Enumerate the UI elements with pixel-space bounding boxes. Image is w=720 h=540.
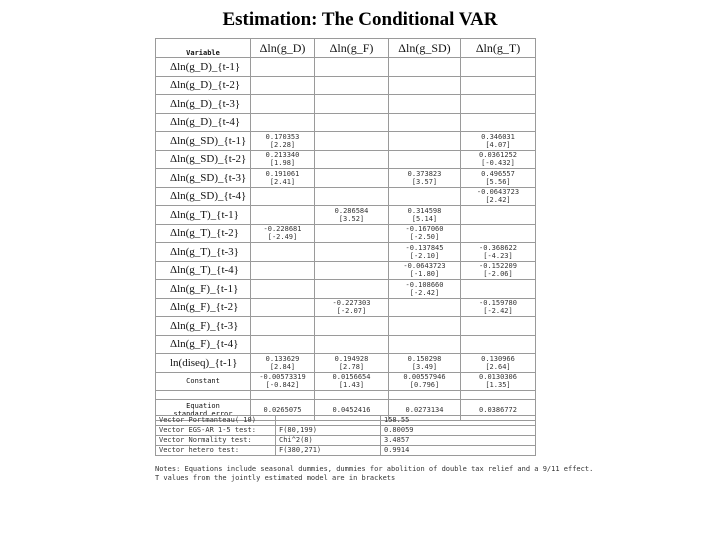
coef-cell: -0.368622 [-4.23] [461, 243, 536, 262]
table-row [156, 391, 536, 400]
coef-cell [315, 76, 389, 95]
coef-cell [315, 132, 389, 151]
row-label: Δln(g_SD)_{t-3} [156, 169, 251, 188]
diagnostics-table [155, 415, 536, 456]
diagnostic-value: 0.80059 [381, 426, 536, 436]
coef-cell [389, 76, 461, 95]
diagnostic-stat: F(380,271) [276, 446, 381, 456]
diagnostic-row [156, 436, 536, 446]
coef-cell [251, 113, 315, 132]
diagnostic-stat [276, 416, 381, 426]
col-header-gf: Δln(g_F) [315, 39, 389, 58]
row-label: Δln(g_T)_{t-2} [156, 224, 251, 243]
coef-cell: -0.228681 [-2.49] [251, 224, 315, 243]
coef-cell [461, 280, 536, 299]
coef-cell [461, 113, 536, 132]
coef-cell [251, 391, 315, 400]
coef-cell [461, 335, 536, 354]
coef-cell [315, 187, 389, 206]
row-label: Δln(g_F)_{t-3} [156, 317, 251, 336]
coef-cell: 0.373823 [3.57] [389, 169, 461, 188]
estimation-table [155, 38, 536, 421]
coef-cell [315, 113, 389, 132]
coef-cell [461, 76, 536, 95]
coef-cell: 0.133629 [2.84] [251, 354, 315, 373]
table-row [156, 280, 536, 299]
diagnostic-row [156, 446, 536, 456]
coef-cell: -0.227303 [-2.07] [315, 298, 389, 317]
coef-cell: -0.167060 [-2.50] [389, 224, 461, 243]
coef-cell: 0.0273134 [389, 400, 461, 421]
coef-cell: 0.0386772 [461, 400, 536, 421]
coef-cell [315, 391, 389, 400]
row-label: Δln(g_T)_{t-1} [156, 206, 251, 225]
coef-cell [315, 243, 389, 262]
coef-cell [389, 150, 461, 169]
header-row [156, 39, 536, 58]
row-label: Δln(g_D)_{t-2} [156, 76, 251, 95]
row-label: Δln(g_F)_{t-4} [156, 335, 251, 354]
coef-cell [389, 335, 461, 354]
coef-cell: 0.00557946 [0.796] [389, 372, 461, 391]
coef-cell: 0.130966 [2.64] [461, 354, 536, 373]
coef-cell [251, 317, 315, 336]
col-header-gt: Δln(g_T) [461, 39, 536, 58]
coef-cell [389, 298, 461, 317]
coef-cell [315, 224, 389, 243]
table-row [156, 58, 536, 77]
coef-cell [251, 261, 315, 280]
coef-cell [389, 187, 461, 206]
diagnostic-test: Vector Portmanteau( 10) [156, 416, 276, 426]
row-label: ln(diseq)_{t-1} [156, 354, 251, 373]
coef-cell [389, 95, 461, 114]
table-row [156, 150, 536, 169]
coef-cell: 0.170353 [2.28] [251, 132, 315, 151]
coef-cell: 0.0265075 [251, 400, 315, 421]
diagnostic-value: 3.4857 [381, 436, 536, 446]
coef-cell [251, 298, 315, 317]
coef-cell [461, 95, 536, 114]
coef-cell [461, 58, 536, 77]
diagnostic-test: Vector Normality test: [156, 436, 276, 446]
coef-cell [461, 224, 536, 243]
diagnostic-stat: F(80,199) [276, 426, 381, 436]
coef-cell [389, 58, 461, 77]
coef-cell: 0.0156654 [1.43] [315, 372, 389, 391]
coef-cell [461, 317, 536, 336]
table-row [156, 76, 536, 95]
coef-cell: 0.213340 [1.98] [251, 150, 315, 169]
coef-cell [315, 280, 389, 299]
row-label: Constant [156, 372, 251, 391]
coef-cell: 0.191061 [2.41] [251, 169, 315, 188]
diagnostic-value: 158.55 [381, 416, 536, 426]
estimation-body [156, 58, 536, 421]
coef-cell [315, 58, 389, 77]
coef-cell: 0.0130306 [1.35] [461, 372, 536, 391]
coef-cell [251, 187, 315, 206]
coef-cell [389, 317, 461, 336]
row-label: Equation standard error [156, 400, 251, 421]
coef-cell [315, 317, 389, 336]
slide-title: Estimation: The Conditional VAR [222, 9, 498, 30]
coef-cell: -0.0643723 [2.42] [461, 187, 536, 206]
coef-cell [315, 335, 389, 354]
coef-cell: -0.159780 [-2.42] [461, 298, 536, 317]
coef-cell: 0.314598 [5.14] [389, 206, 461, 225]
coef-cell: 0.346031 [4.07] [461, 132, 536, 151]
table-row [156, 261, 536, 280]
coef-cell [389, 132, 461, 151]
coef-cell [461, 391, 536, 400]
coef-cell: 0.0452416 [315, 400, 389, 421]
coef-cell: 0.286584 [3.52] [315, 206, 389, 225]
table-row [156, 132, 536, 151]
coef-cell: -0.00573319 [-0.842] [251, 372, 315, 391]
coef-cell [389, 113, 461, 132]
coef-cell [315, 261, 389, 280]
diagnostic-stat: Chi^2(8) [276, 436, 381, 446]
coef-cell: -0.137845 [-2.10] [389, 243, 461, 262]
table-row [156, 224, 536, 243]
table-row [156, 187, 536, 206]
col-header-gsd: Δln(g_SD) [389, 39, 461, 58]
row-label: Δln(g_F)_{t-2} [156, 298, 251, 317]
row-label: Δln(g_D)_{t-1} [156, 58, 251, 77]
table-notes: Notes: Equations include seasonal dummies, dummies for abolition of double tax relief and a 9/11 effect. T values from the jointly estimated model are in brackets [155, 465, 594, 482]
row-label: Δln(g_SD)_{t-1} [156, 132, 251, 151]
diagnostic-value: 0.9914 [381, 446, 536, 456]
variable-header: Variable [156, 39, 251, 58]
coef-cell: 0.496557 [5.56] [461, 169, 536, 188]
table-row [156, 169, 536, 188]
row-label [156, 391, 251, 400]
row-label: Δln(g_D)_{t-4} [156, 113, 251, 132]
coef-cell: 0.150298 [3.49] [389, 354, 461, 373]
coef-cell: -0.152209 [-2.06] [461, 261, 536, 280]
coef-cell: -0.0643723 [-1.80] [389, 261, 461, 280]
row-label: Δln(g_D)_{t-3} [156, 95, 251, 114]
table-row [156, 354, 536, 373]
table-row [156, 113, 536, 132]
coef-cell [389, 391, 461, 400]
coef-cell [251, 335, 315, 354]
coef-cell [251, 95, 315, 114]
diagnostic-test: Vector EGS-AR 1-5 test: [156, 426, 276, 436]
diagnostic-row [156, 416, 536, 426]
table-row [156, 335, 536, 354]
coef-cell [251, 206, 315, 225]
coef-cell [315, 150, 389, 169]
table-row [156, 95, 536, 114]
diagnostic-row [156, 426, 536, 436]
row-label: Δln(g_T)_{t-3} [156, 243, 251, 262]
coef-cell [251, 280, 315, 299]
table-row [156, 317, 536, 336]
row-label: Δln(g_SD)_{t-2} [156, 150, 251, 169]
diagnostic-test: Vector hetero test: [156, 446, 276, 456]
diagnostics-body [156, 416, 536, 456]
coef-cell [251, 58, 315, 77]
coef-cell: 0.0361252 [-0.432] [461, 150, 536, 169]
col-header-gd: Δln(g_D) [251, 39, 315, 58]
row-label: Δln(g_T)_{t-4} [156, 261, 251, 280]
row-label: Δln(g_F)_{t-1} [156, 280, 251, 299]
coef-cell: 0.194928 [2.78] [315, 354, 389, 373]
table-row [156, 372, 536, 391]
coef-cell [315, 95, 389, 114]
coef-cell [461, 206, 536, 225]
coef-cell: -0.108660 [-2.42] [389, 280, 461, 299]
row-label: Δln(g_SD)_{t-4} [156, 187, 251, 206]
coef-cell [315, 169, 389, 188]
table-row [156, 206, 536, 225]
coef-cell [251, 76, 315, 95]
coef-cell [251, 243, 315, 262]
table-row [156, 243, 536, 262]
table-row [156, 298, 536, 317]
